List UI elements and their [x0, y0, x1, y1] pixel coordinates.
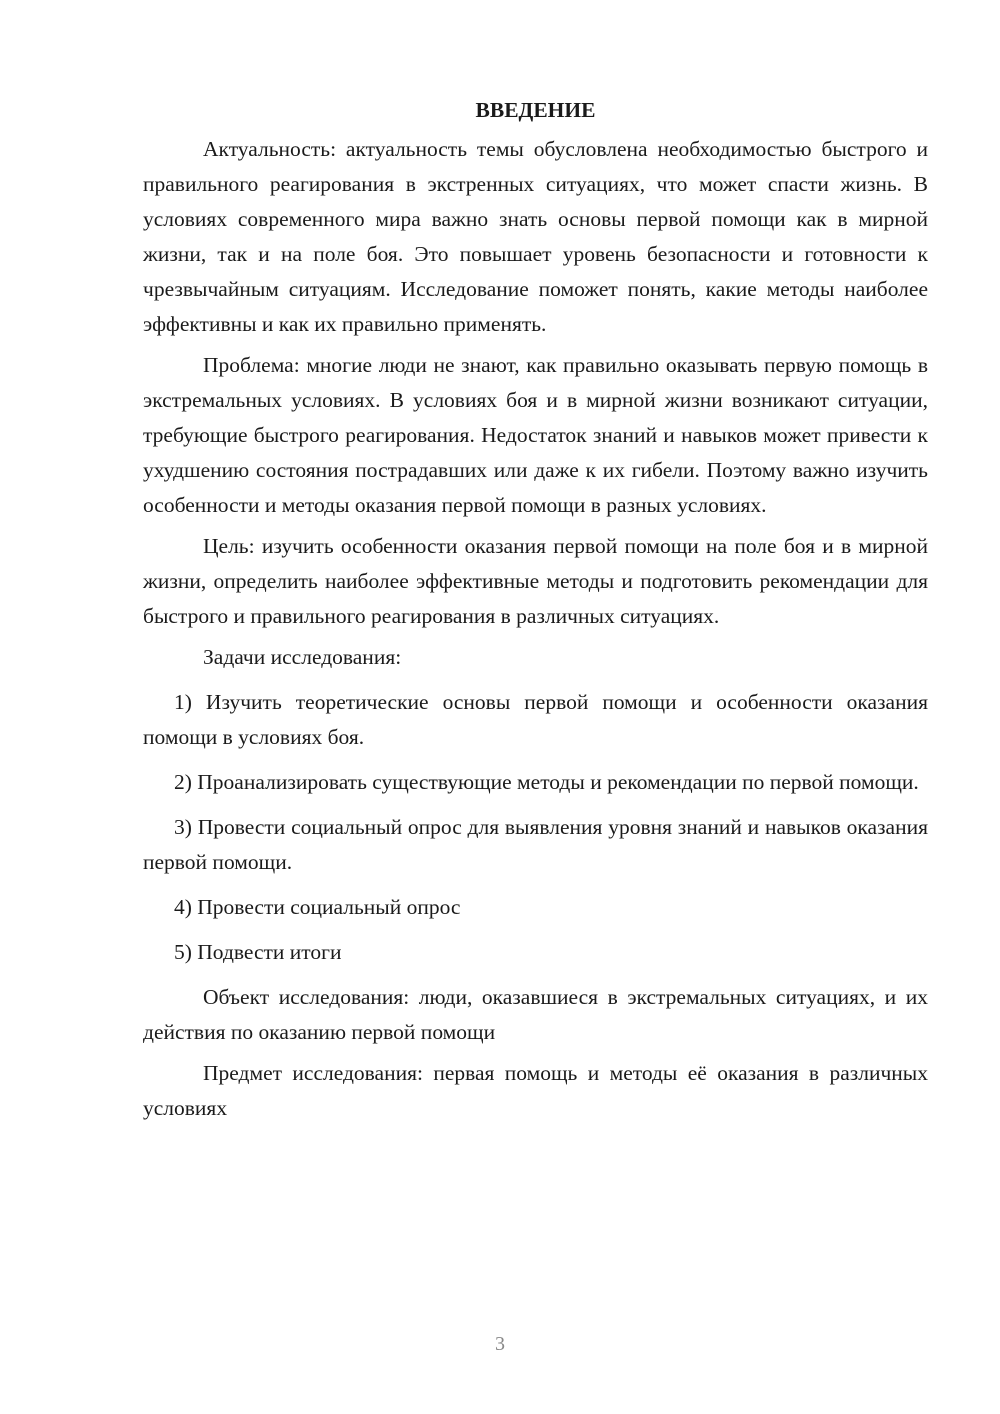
tasks-heading: Задачи исследования: — [203, 645, 402, 669]
task-item: 5) Подвести итоги — [174, 940, 342, 964]
task-item: 1) Изучить теоретические основы первой помощи и особенности оказания помощи в условиях боя. — [143, 690, 928, 749]
object-paragraph: Объект исследования: люди, оказавшиеся в экстремальных ситуациях, и их действия по оказанию первой помощи — [143, 985, 928, 1044]
task-item: 2) Проанализировать существующие методы и рекомендации по первой помощи. — [174, 770, 919, 794]
task-item: 3) Провести социальный опрос для выявления уровня знаний и навыков оказания первой помощи. — [143, 815, 928, 874]
document-title: ВВЕДЕНИЕ — [475, 98, 596, 122]
task-item: 4) Провести социальный опрос — [174, 895, 461, 919]
relevance-paragraph: Актуальность: актуальность темы обусловлена необходимостью быстрого и правильного реагирования в экстренных ситуациях, что может спасти жизнь. В условиях современного мира важно знать основы первой помощи как в мирной жизни, так и на поле боя. Это повышает уровень безопасности и готовности к чрезвычайным ситуациям. Исследование поможет понять, какие методы наиболее эффективны и как их правильно применять. — [143, 137, 928, 336]
goal-paragraph: Цель: изучить особенности оказания первой помощи на поле боя и в мирной жизни, определить наиболее эффективные методы и подготовить рекомендации для быстрого и правильного реагирования в различных ситуациях. — [143, 534, 928, 628]
tasks-list — [143, 685, 928, 970]
subject-paragraph: Предмет исследования: первая помощь и методы её оказания в различных условиях — [143, 1061, 928, 1120]
problem-paragraph: Проблема: многие люди не знают, как правильно оказывать первую помощь в экстремальных условиях. В условиях боя и в мирной жизни возникают ситуации, требующие быстрого реагирования. Недостаток знаний и навыков может привести к ухудшению состояния пострадавших или даже к их гибели. Поэтому важно изучить особенности и методы оказания первой помощи в разных условиях. — [143, 353, 928, 517]
document-page — [143, 94, 928, 1132]
page-number: 3 — [495, 1333, 505, 1355]
